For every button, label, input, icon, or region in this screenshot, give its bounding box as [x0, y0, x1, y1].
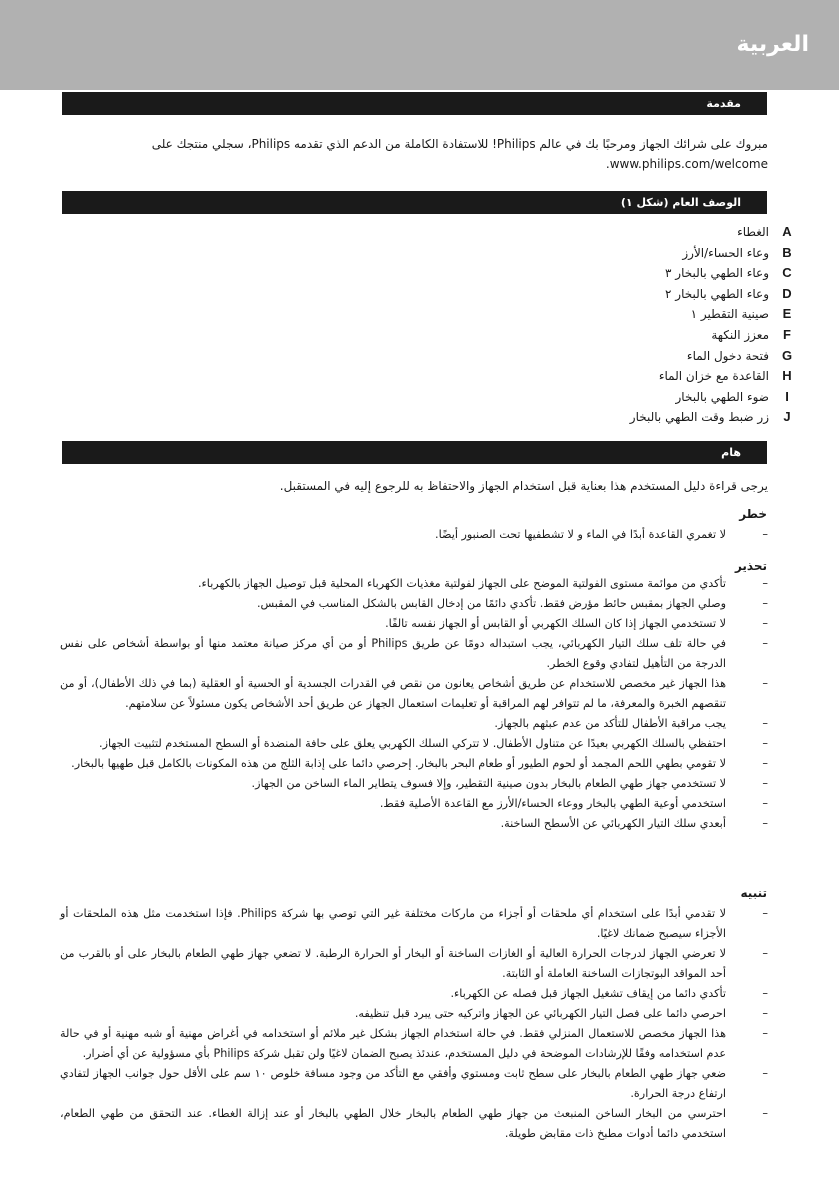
part-item: [686, 346, 793, 366]
caution-heading: تنبيه: [740, 886, 767, 900]
part-letter: E: [782, 306, 792, 322]
part-label: فتحة دخول الماء: [686, 348, 769, 363]
part-letter: D: [782, 285, 792, 301]
part-item: [737, 222, 792, 242]
caution-item: – احترسي من البخار الساخن المنبعث من جهاز طهي الطعام بالبخار خلال الطهي بالبخار أو عند إزالة الغطاء. عند التحقق من طهي الطعام، استخدمي دائما أدوات مطبخ ذات مقابض طويلة.: [60, 1104, 768, 1144]
part-letter: B: [782, 244, 792, 260]
part-item: [658, 366, 792, 386]
part-letter: G: [781, 347, 793, 363]
part-label: صينية التقطير ١: [690, 307, 769, 322]
part-item: [675, 387, 789, 407]
part-item: [629, 407, 791, 427]
intro-paragraph: مبروك على شرائك الجهاز ومرحبًا بك في عالم Philips! للاستفادة الكاملة من الدعم الذي تقدمه Philips، سجلي منتجك على www.philips.com/welcome.: [151, 137, 768, 171]
part-letter: J: [783, 409, 791, 425]
danger-heading: خطر: [739, 507, 767, 521]
part-item: [711, 325, 791, 345]
danger-item: – لا تغمري القاعدة أبدًا في الماء و لا تشطفيها تحت الصنبور أيضًا.: [60, 525, 768, 545]
part-label: معزز النكهة: [711, 328, 769, 342]
part-letter: H: [782, 368, 792, 384]
part-label: ضوء الطهي بالبخار: [675, 389, 769, 404]
caution-item: – لا تعرضي الجهاز لدرجات الحرارة العالية أو الغازات الساخنة أو البخار أو الحرارة الرطبة. لا تضعي جهاز طهي الطعام بالبخار على أو بالقرب من أحد المواقد البوتجازات الساخنة العاملة أو الثابتة.: [60, 944, 768, 984]
section-heading-general-description: الوصف العام (شكل ١): [620, 196, 741, 209]
warning-heading: تحذير: [734, 559, 767, 573]
warning-item: – تأكدي من موائمة مستوى الفولتية الموضح على الجهاز لفولتية مغذيات الكهرباء المحلية قبل توصيل الجهاز بالكهرباء.: [60, 574, 768, 594]
part-letter: I: [785, 388, 789, 404]
caution-item: – تأكدي دائما من إيقاف تشغيل الجهاز قبل فصله عن الكهرباء.: [60, 984, 768, 1004]
part-label: وعاء الطهي بالبخار ٣: [665, 266, 769, 281]
part-label: زر ضبط وقت الطهي بالبخار: [629, 410, 769, 425]
warning-item: – لا تستخدمي جهاز طهي الطعام بالبخار بدون صينية التقطير، وإلا فسوف يتطاير الماء الساخن من الجهاز.: [60, 774, 768, 794]
danger-list: [60, 525, 768, 545]
caution-item: – احرصي دائما على فصل التيار الكهربائي عن الجهاز واتركيه حتى يبرد قبل تنظيفه.: [60, 1004, 768, 1024]
warning-item: – احتفظي بالسلك الكهربي بعيدًا عن متناول الأطفال. لا تتركي السلك الكهربي يعلق على حافة المنضدة أو السطح المستخدم لتثبيت الجهاز.: [60, 734, 768, 754]
section-heading-introduction: مقدمة: [706, 97, 741, 110]
section-bar-introduction: [62, 92, 767, 115]
caution-item: – هذا الجهاز مخصص للاستعمال المنزلي فقط. في حالة استخدام الجهاز بشكل غير ملائم أو استخدامه في أغراض مهنية أو شبه مهنية أو في حالة عدم استخدامه وفقًا للإرشادات الموضحة في دليل المستخدم، عندئذ يصبح الضمان لاغيًا ولن تقبل شركة Philips بأي مسؤولية عن أي أضرار.: [60, 1024, 768, 1064]
language-title: العربية: [736, 32, 809, 57]
warning-item: – وصلي الجهاز بمقبس حائط مؤرض فقط. تأكدي دائمًا من إدخال القابس بالشكل المناسب في المقبس.: [60, 594, 768, 614]
warning-item: – يجب مراقبة الأطفال للتأكد من عدم عبثهم بالجهاز.: [60, 714, 768, 734]
part-item: [665, 284, 792, 304]
warning-item: – استخدمي أوعية الطهي بالبخار ووعاء الحساء/الأرز مع القاعدة الأصلية فقط.: [60, 794, 768, 814]
caution-item: – ضعي جهاز طهي الطعام بالبخار على سطح ثابت ومستوي وأفقي مع التأكد من وجود مسافة خلوص ١٠ سم على الأقل حول جوانب الجهاز لتفادي ارتفاع درجة الحرارة.: [60, 1064, 768, 1104]
warning-item: – في حالة تلف سلك التيار الكهربائي، يجب استبداله دومًا عن طريق Philips أو من أي مركز صيانة معتمد منها أو بواسطة أشخاص على نفس الدرجة من التأهيل لتفادي وقوع الخطر.: [60, 634, 768, 674]
part-item: [665, 263, 792, 283]
part-label: القاعدة مع خزان الماء: [658, 369, 769, 384]
warning-item: – لا تقومي بطهي اللحم المجمد أو لحوم الطيور أو طعام البحر بالبخار. إحرصي دائما على إذابة الثلج من هذه المكونات بالكامل قبل طهيها بالبخار.: [60, 754, 768, 774]
section-heading-important: هام: [721, 446, 741, 459]
part-letter: A: [782, 224, 792, 239]
part-label: وعاء الحساء/الأرز: [682, 245, 769, 260]
part-letter: F: [783, 327, 791, 342]
warning-item: – هذا الجهاز غير مخصص للاستخدام عن طريق أشخاص يعانون من نقص في القدرات الجسدية أو الحسية أو العقلية (بما في ذلك الأطفال)، أو من تنقصهم الخبرة والمعرفة، ما لم تتوافر لهم المراقبة أو تعليمات استعمال الجهاز عن طريق أحد الأشخاص يكون مسئولاً عن سلامتهم.: [60, 674, 768, 714]
warning-item: – أبعدي سلك التيار الكهربائي عن الأسطح الساخنة.: [60, 814, 768, 834]
section-bar-important: [62, 441, 767, 464]
caution-list: [60, 904, 768, 1144]
part-item: [682, 243, 792, 263]
part-label: الغطاء: [737, 225, 769, 239]
important-intro: يرجى قراءة دليل المستخدم هذا بعناية قبل استخدام الجهاز والاحتفاظ به للرجوع إليه في المستقبل.: [279, 479, 768, 493]
caution-item: – لا تقدمي أبدًا على استخدام أي ملحقات أو أجزاء من ماركات مختلفة غير التي توصي بها شركة Philips. فإذا استخدمت مثل هذه الملحقات أو الأجزاء سيصبح ضمانك لاغيًا.: [60, 904, 768, 944]
part-item: [690, 304, 792, 324]
warning-item: – لا تستخدمي الجهاز إذا كان السلك الكهربي أو القابس أو الجهاز نفسه تالفًا.: [60, 614, 768, 634]
part-label: وعاء الطهي بالبخار ٢: [665, 286, 769, 301]
warning-list: [60, 574, 768, 834]
section-bar-general-description: [62, 191, 767, 214]
header-band: [0, 0, 839, 90]
part-letter: C: [782, 265, 792, 281]
